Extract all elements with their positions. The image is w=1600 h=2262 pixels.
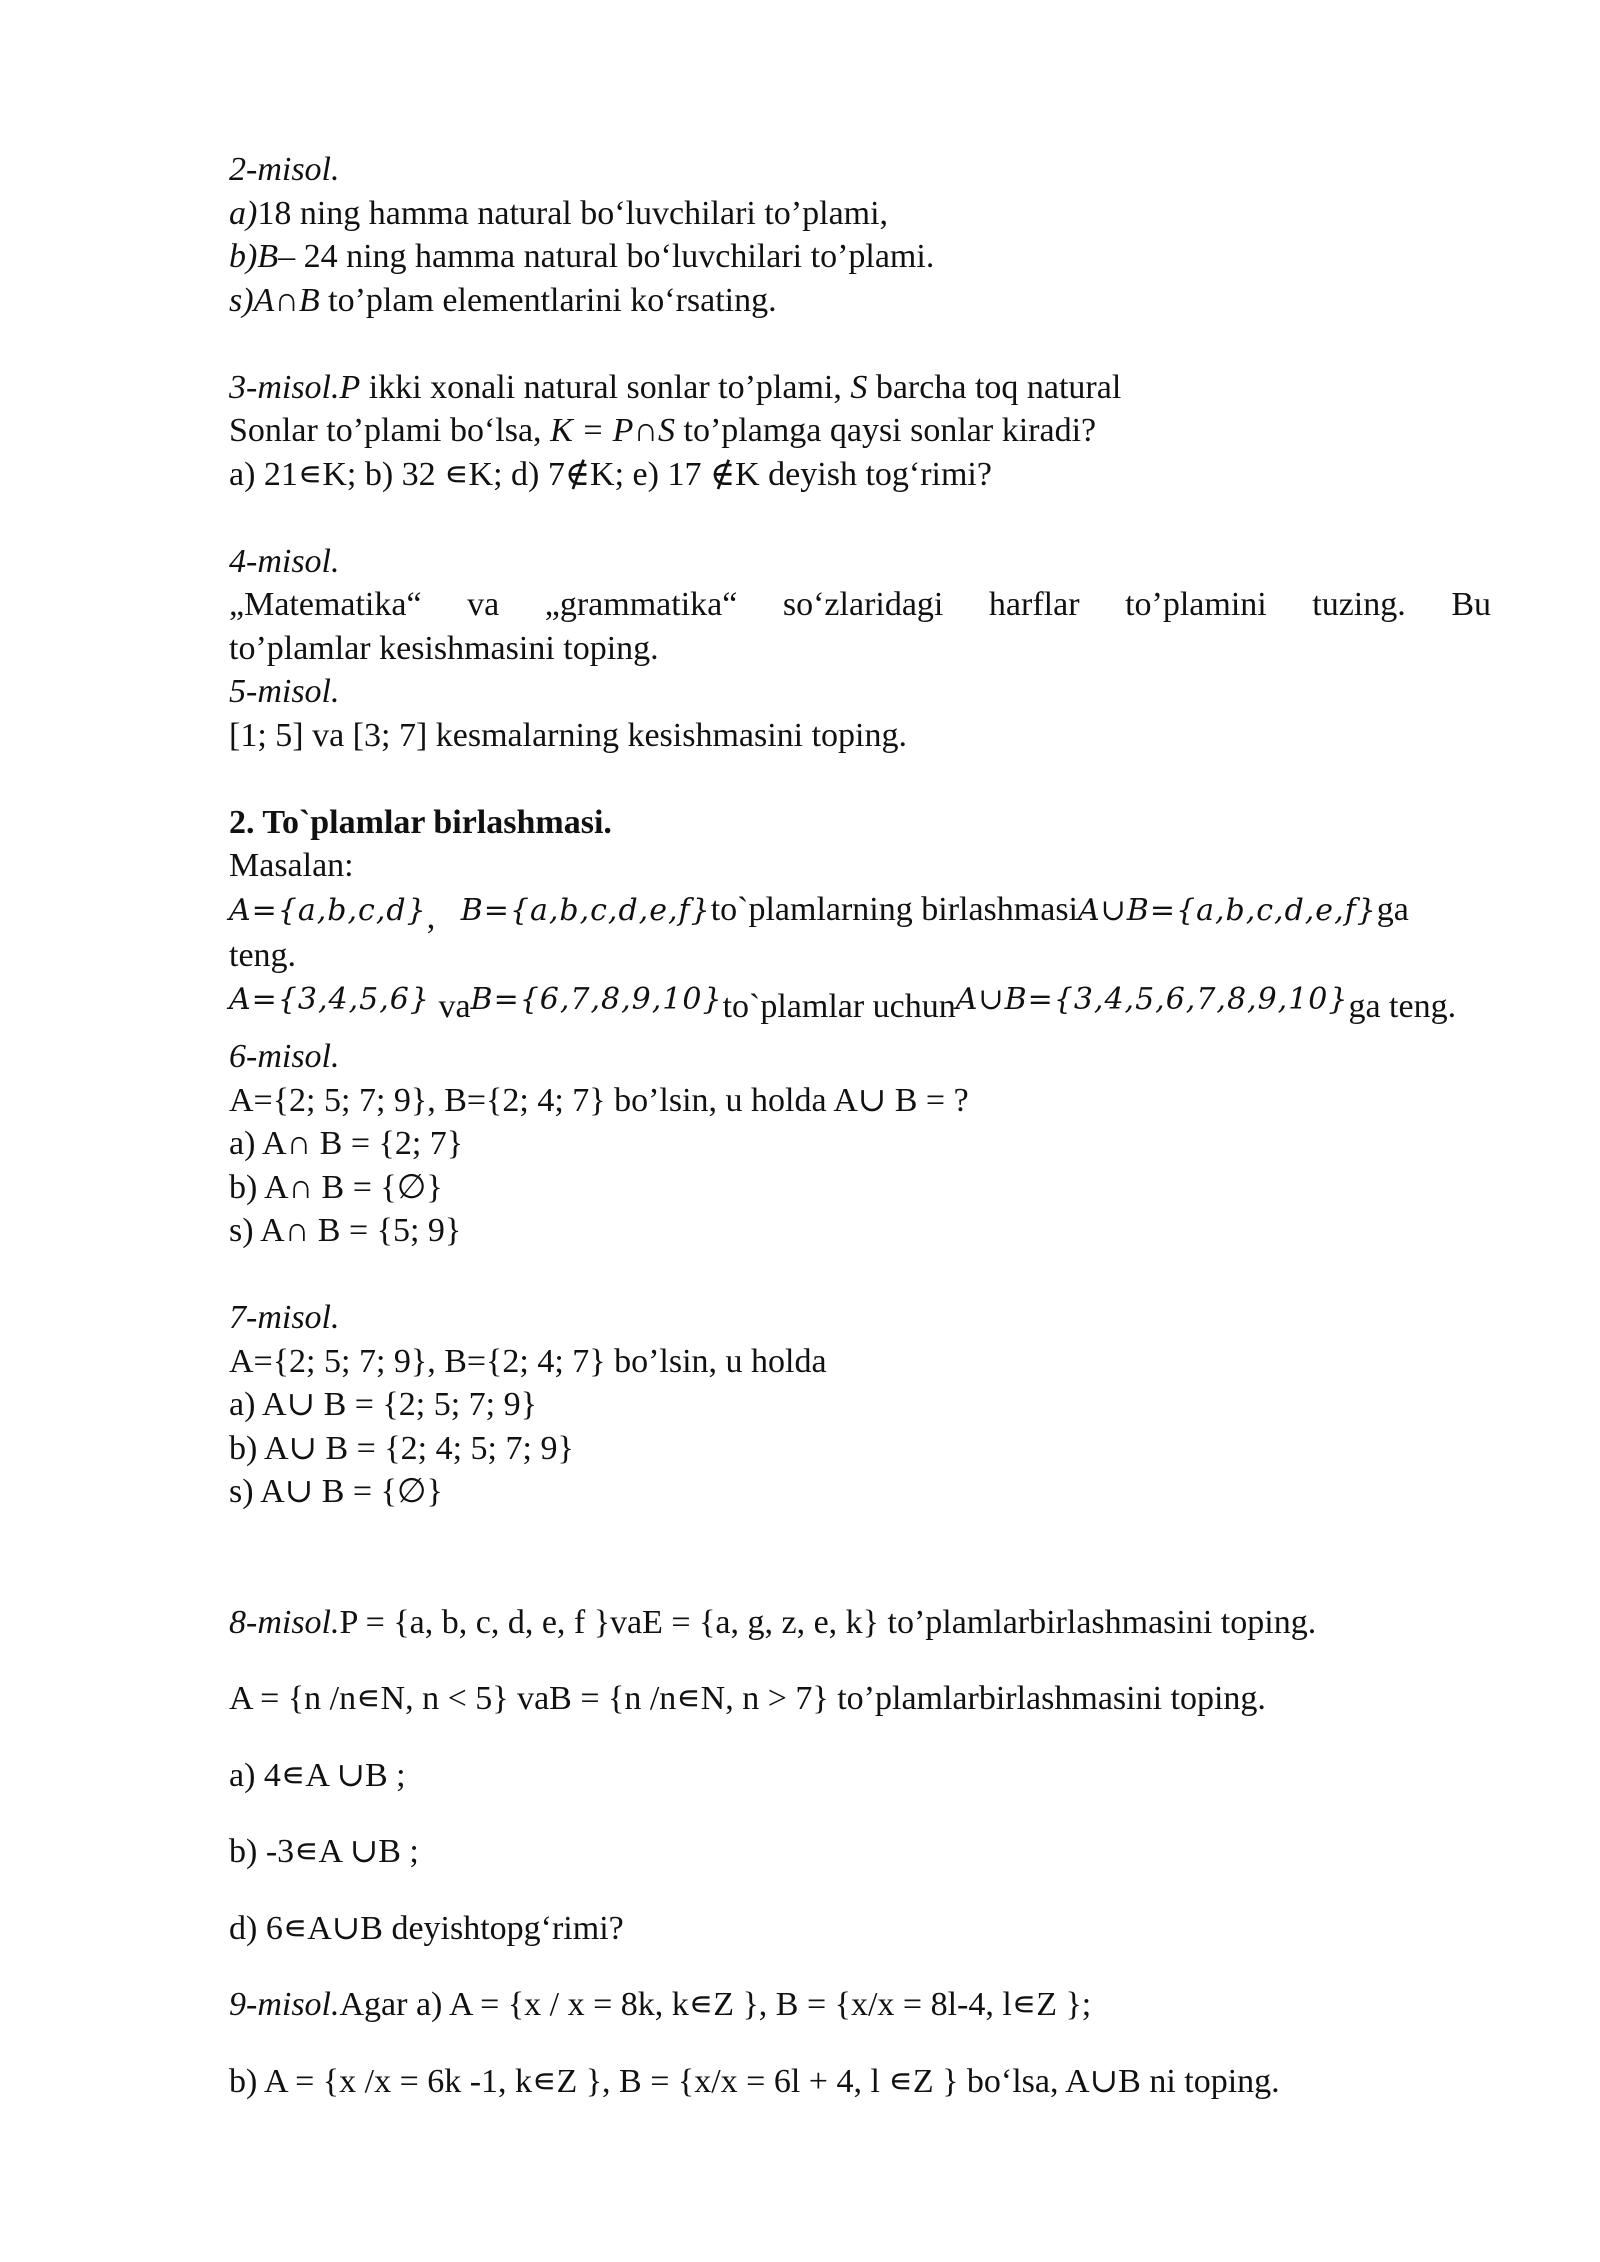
misol4-line2: to’plamlar kesishmasini toping. [229,629,659,667]
misol7-title: 7-misol. [229,1299,340,1336]
misol4-line1: „Matematika“ va „grammatika“ so‘zlaridagi harflar to’plamini tuzing. Bu [229,586,1491,623]
misol2-s: s)A∩B to’plam elementlarini ko‘rsating. [229,281,777,319]
misol7-option-b: b) A∪ B = {2; 4; 5; 7; 9} [229,1429,574,1467]
misol6-title: 6-misol. [229,1038,340,1075]
misol8-option-b: b) -3∊A ∪B ; [229,1833,419,1870]
misol6-option-b: b) A∩ B = {∅} [229,1168,443,1206]
misol9-line1: 9-misol.Agar a) A = {x / x = 8k, k∊Z }, B = {x/x = 8l-4, l∊Z }; [229,1986,1092,2023]
misol3-line2: Sonlar to’plami bo‘lsa, K = P∩S to’plamga qaysi sonlar kiradi? [229,412,1097,449]
set-b-numbers: B={6,7,8,9,10} [470,982,723,1017]
masalan-label: Masalan: [229,847,354,884]
misol2-b: b)B– 24 ning hamma natural bo‘luvchilari to’plami. [229,238,935,275]
misol8-line1: 8-misol.P = {a, b, c, d, e, f }vaE = {a, g, z, e, k} to’plamlarbirlashmasini toping. [229,1603,1317,1641]
misol7-line1: A={2; 5; 7; 9}, B={2; 4; 7} bo’lsin, u holda [229,1342,827,1380]
misol2-a: a)18 ning hamma natural bo‘luvchilari to’plami, [229,194,889,232]
misol2-title: 2-misol. [229,151,340,188]
set-a-numbers: A={3,4,5,6} [229,982,430,1017]
set-a-letters: A={a,b,c,d} [229,892,427,928]
misol7-option-a: a) A∪ B = {2; 5; 7; 9} [229,1386,537,1423]
misol3-line1: 3-misol.P ikki xonali natural sonlar to’plami, S barcha toq natural [229,368,1122,406]
example1-teng: teng. [229,936,297,974]
set-b-letters: B={a,b,c,d,e,f} [460,892,711,928]
misol6-option-a: a) A∩ B = {2; 7} [229,1125,464,1162]
misol3-line3: a) 21∊K; b) 32 ∊K; d) 7∉K; e) 17 ∉K deyish tog‘rimi? [229,455,992,493]
misol6-line1: A={2; 5; 7; 9}, B={2; 4; 7} bo’lsin, u holda A∪ B = ? [229,1081,969,1119]
misol7-option-s: s) A∪ B = {∅} [229,1473,443,1510]
misol5-title: 5-misol. [229,673,340,710]
misol6-option-s: s) A∩ B = {5; 9} [229,1212,462,1249]
document-page [229,148,1491,2103]
union-numbers: A∪B={3,4,5,6,7,8,9,10} [955,982,1349,1017]
misol9-line2: b) A = {x /x = 6k -1, k∊Z }, B = {x/x = 6l + 4, l ∊Z } bo‘lsa, A∪B ni toping. [229,2062,1280,2100]
section-heading: 2. To`plamlar birlashmasi. [229,803,612,841]
example1-line: A={a,b,c,d}, B={a,b,c,d,e,f}to`plamlarning birlashmasiA∪B={a,b,c,d,e,f}ga [229,890,1409,936]
example2-line: A={3,4,5,6} vaB={6,7,8,9,10}to`plamlar uchunA∪B={3,4,5,6,7,8,9,10}ga teng. [229,982,1457,1025]
union-letters: A∪B={a,b,c,d,e,f} [1078,892,1377,928]
misol5-line1: [1; 5] va [3; 7] kesmalarning kesishmasini toping. [229,716,907,754]
misol4-title: 4-misol. [229,542,340,580]
misol8-line2: A = {n /n∊N, n < 5} vaB = {n /n∊N, n > 7} to’plamlarbirlashmasini toping. [229,1680,1266,1717]
misol8-option-d: d) 6∊A∪B deyishtopg‘rimi? [229,1909,624,1947]
misol8-option-a: a) 4∊A ∪B ; [229,1756,406,1794]
